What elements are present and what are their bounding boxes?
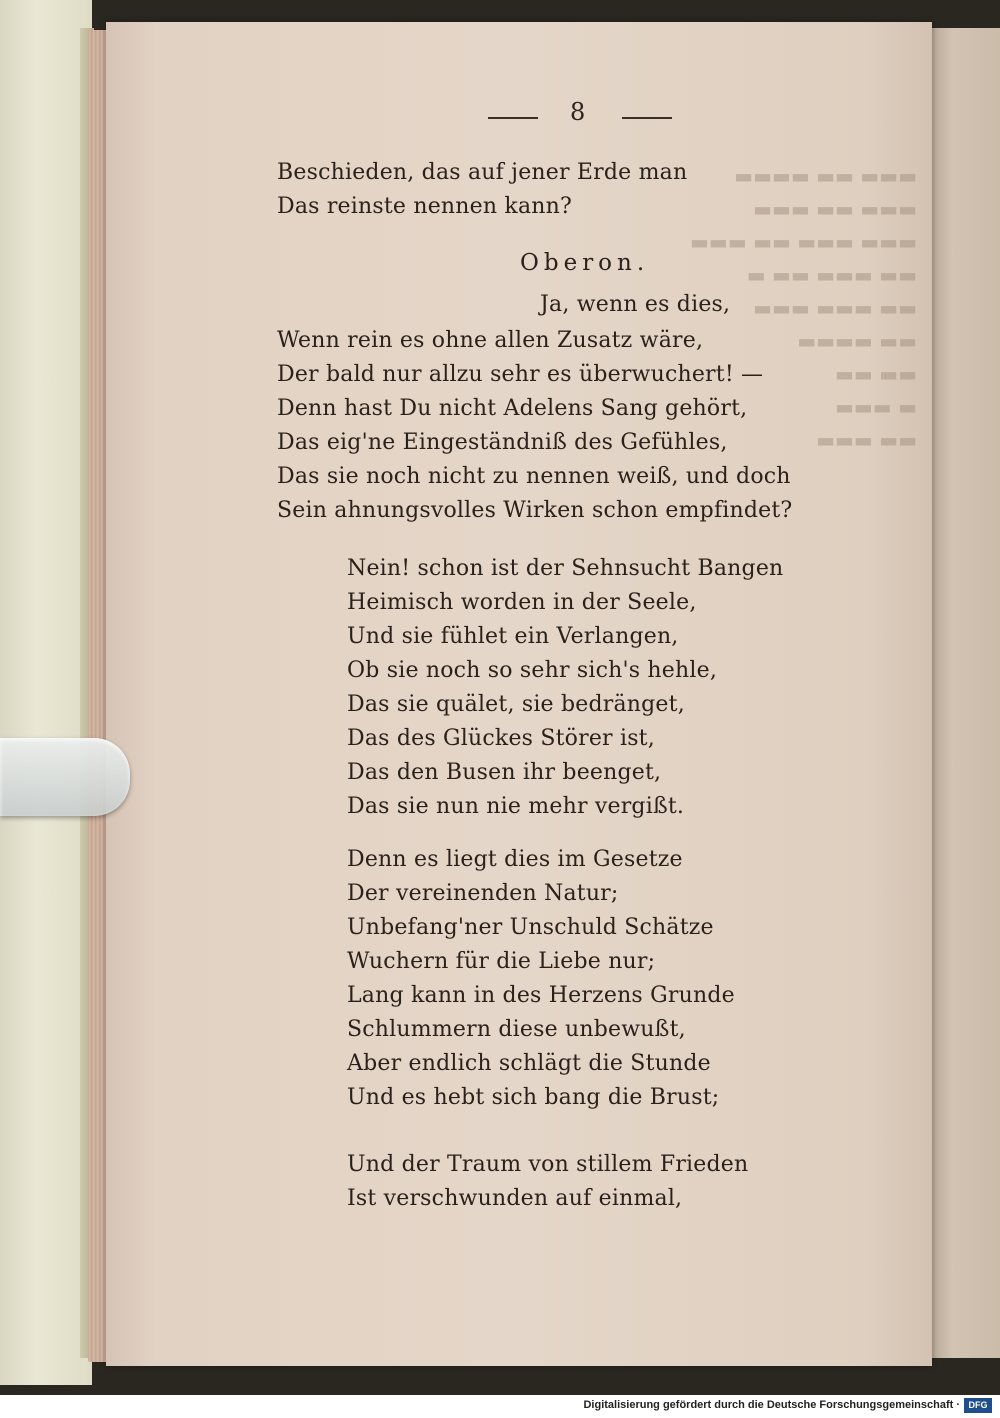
- verse-line: Heimisch worden in der Seele,: [347, 590, 697, 615]
- verse-line: Der vereinenden Natur;: [347, 881, 619, 906]
- verse-line: Das sie nun nie mehr vergißt.: [347, 794, 685, 819]
- stanza-one: [347, 552, 783, 824]
- verse-line: Schlummern diese unbewußt,: [347, 1017, 686, 1042]
- stanza-three: [347, 1148, 748, 1216]
- verse-line: Nein! schon ist der Sehnsucht Bangen: [347, 556, 784, 581]
- page-number: 8: [570, 98, 586, 126]
- stanza-two: [347, 843, 735, 1115]
- show-through-block: ▬▬▬ ▬▬ ▬▬▬▬ ▬▬▬ ▬▬ ▬▬▬ ▬▬▬ ▬▬▬ ▬▬ ▬▬▬ ▬▬ ▬▬▬ ▬▬ ▬ ▬▬ ▬▬▬ ▬▬▬ ▬▬ ▬▬▬▬ ▬▬ ▬▬ ▬ ▬▬▬ ▬▬ ▬▬▬: [690, 164, 917, 452]
- header-rule-left: [488, 117, 538, 119]
- verse-line: Aber endlich schlägt die Stunde: [347, 1051, 711, 1076]
- speaker-name: Oberon.: [520, 250, 650, 276]
- verse-line: Und sie fühlet ein Verlangen,: [347, 624, 679, 649]
- text-line: Der bald nur allzu sehr es überwuchert! —: [277, 362, 764, 387]
- verse-line: Wuchern für die Liebe nur;: [347, 949, 656, 974]
- verse-line: Ob sie noch so sehr sich's hehle,: [347, 658, 718, 683]
- text-line: Ja, wenn es dies,: [540, 292, 731, 317]
- text-line: Denn hast Du nicht Adelens Sang gehört,: [277, 396, 748, 421]
- dfg-logo: DFG: [964, 1398, 992, 1413]
- page-holder-clip: [0, 738, 130, 816]
- text-line: Wenn rein es ohne allen Zusatz wäre,: [277, 328, 704, 353]
- header-rule-right: [622, 117, 672, 119]
- verse-line: Unbefang'ner Unschuld Schätze: [347, 915, 714, 940]
- verse-line: Das sie quälet, sie bedränget,: [347, 692, 685, 717]
- verse-line: Lang kann in des Herzens Grunde: [347, 983, 735, 1008]
- verse-line: Denn es liegt dies im Gesetze: [347, 847, 683, 872]
- verse-line: Und der Traum von stillem Frieden: [347, 1152, 749, 1177]
- verse-line: Ist verschwunden auf einmal,: [347, 1186, 683, 1211]
- verse-line: Das den Busen ihr beenget,: [347, 760, 662, 785]
- text-line: Das eig'ne Eingeständniß des Gefühles,: [277, 430, 728, 455]
- opening-lines: [277, 156, 687, 224]
- funding-notice: Digitalisierung gefördert durch die Deutsche Forschungsgemeinschaft ·: [583, 1399, 960, 1411]
- text-line: Das reinste nennen kann?: [277, 194, 573, 219]
- text-line: Das sie noch nicht zu nennen weiß, und doch: [277, 464, 791, 489]
- text-line: Sein ahnungsvolles Wirken schon empfindet?: [277, 498, 793, 523]
- page-header: [480, 98, 680, 128]
- text-line: Beschieden, das auf jener Erde man: [277, 160, 688, 185]
- speech-block: [277, 324, 792, 528]
- speech-first-line: [540, 288, 730, 322]
- left-book-cover: [0, 0, 92, 1385]
- verse-line: Und es hebt sich bang die Brust;: [347, 1085, 720, 1110]
- facing-page-edge: [932, 28, 1000, 1358]
- verse-line: Das des Glückes Störer ist,: [347, 726, 655, 751]
